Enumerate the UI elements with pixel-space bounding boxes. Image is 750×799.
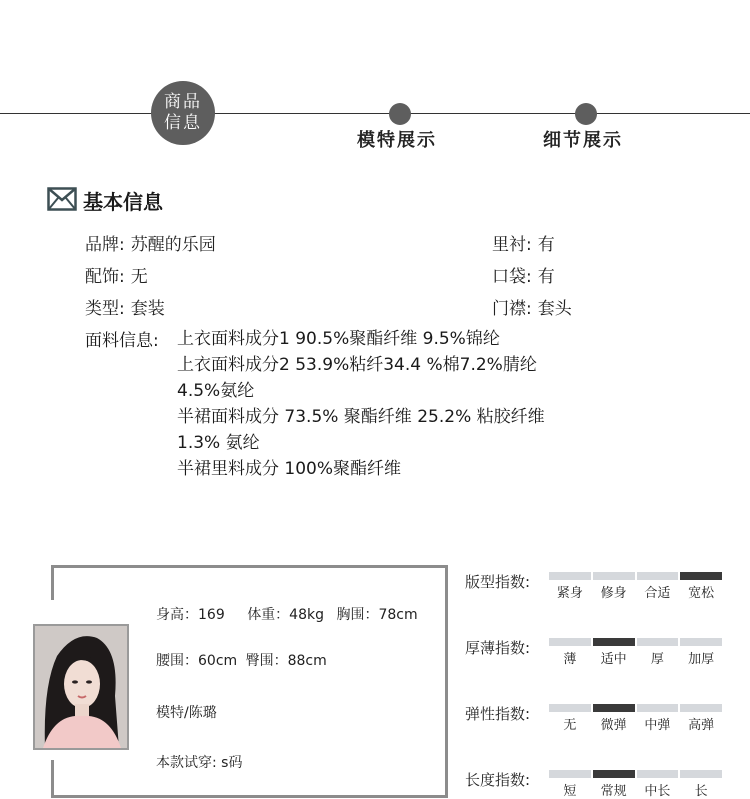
elasticity-index-label: 弹性指数: xyxy=(465,705,531,723)
brand-value: 苏醒的乐园 xyxy=(130,235,216,255)
section-title-text: 基本信息 xyxy=(83,190,163,214)
elasticity-option: 微弹 xyxy=(600,718,627,733)
thickness-index-segment xyxy=(637,638,679,646)
timeline-line xyxy=(0,113,750,114)
fabric-line: 上衣面料成分2 53.9%粘纤34.4 %棉7.2%腈纶 xyxy=(177,355,537,375)
fabric-line: 半裙里料成分 100%聚酯纤维 xyxy=(177,459,402,479)
placket-label: 门襟: xyxy=(492,299,532,319)
accessory-value: 无 xyxy=(130,267,148,287)
lining-row xyxy=(492,230,555,255)
elasticity-option: 中弹 xyxy=(644,718,671,733)
thickness-index-bars xyxy=(549,638,722,646)
model-measurements-1 xyxy=(156,604,418,624)
length-option: 常规 xyxy=(600,784,627,799)
fit-index-segment xyxy=(637,572,679,580)
length-index-segment xyxy=(680,770,722,778)
length-option: 长 xyxy=(694,784,708,799)
tab-product-info-line2: 信息 xyxy=(164,113,202,133)
thickness-option: 薄 xyxy=(563,652,577,667)
model-height: 身高：169 xyxy=(156,607,225,623)
elasticity-index-segment xyxy=(549,704,591,712)
fit-index-segment xyxy=(549,572,591,580)
length-index-bars xyxy=(549,770,722,778)
length-index-label: 长度指数: xyxy=(465,771,531,789)
type-value: 套装 xyxy=(130,299,165,319)
fabric-line: 半裙面料成分 73.5% 聚酯纤维 25.2% 粘胶纤维 xyxy=(177,407,545,427)
fabric-line: 4.5%氨纶 xyxy=(177,381,255,401)
elasticity-index-bars xyxy=(549,704,722,712)
thickness-index-segment xyxy=(680,638,722,646)
elasticity-option: 高弹 xyxy=(688,718,715,733)
thickness-index-segment xyxy=(549,638,591,646)
thickness-option: 加厚 xyxy=(688,652,715,667)
section-title xyxy=(47,186,163,215)
thickness-index-options xyxy=(549,648,722,667)
thickness-index-label: 厚薄指数: xyxy=(465,639,531,657)
pocket-label: 口袋: xyxy=(492,267,532,287)
accessory-row xyxy=(85,262,148,287)
model-size: 本款试穿: s码 xyxy=(156,755,243,771)
tab-detail-show[interactable]: 细节展示 xyxy=(543,130,623,151)
brand-label: 品牌: xyxy=(85,235,125,255)
accessory-label: 配饰: xyxy=(85,267,125,287)
model-bust: 胸围：78cm xyxy=(336,607,418,623)
model-weight: 体重：48kg xyxy=(247,607,324,623)
placket-row xyxy=(492,294,572,319)
elasticity-option: 无 xyxy=(563,718,577,733)
fit-index-segment-selected xyxy=(680,572,722,580)
tab-model-show[interactable]: 模特展示 xyxy=(357,130,437,151)
length-index-segment xyxy=(637,770,679,778)
thickness-option: 厚 xyxy=(650,652,664,667)
length-option: 中长 xyxy=(644,784,671,799)
model-photo xyxy=(33,624,129,750)
fit-index-options xyxy=(549,582,722,601)
tab-model-dot[interactable] xyxy=(389,103,411,125)
tab-product-info[interactable] xyxy=(151,81,215,145)
fit-index-segment xyxy=(593,572,635,580)
model-measurements-2 xyxy=(156,650,327,670)
model-hip: 臀围：88cm xyxy=(245,653,327,669)
length-index-segment-selected xyxy=(593,770,635,778)
fabric-line: 1.3% 氨纶 xyxy=(177,433,260,453)
thickness-option: 适中 xyxy=(600,652,627,667)
elasticity-index-segment-selected xyxy=(593,704,635,712)
pocket-value: 有 xyxy=(537,267,555,287)
fit-option: 合适 xyxy=(644,586,671,601)
length-index-segment xyxy=(549,770,591,778)
length-index-options xyxy=(549,780,722,799)
brand-row xyxy=(85,230,216,255)
thickness-index-segment-selected xyxy=(593,638,635,646)
elasticity-index-segment xyxy=(680,704,722,712)
placket-value: 套头 xyxy=(537,299,572,319)
type-row xyxy=(85,294,165,319)
fit-option: 紧身 xyxy=(556,586,583,601)
elasticity-index-segment xyxy=(637,704,679,712)
fit-index-bars xyxy=(549,572,722,580)
model-waist: 腰围：60cm xyxy=(156,653,238,669)
lining-label: 里衬: xyxy=(492,235,532,255)
length-option: 短 xyxy=(563,784,577,799)
model-name: 模特/陈璐 xyxy=(156,705,217,721)
fabric-label: 面料信息: xyxy=(85,331,159,351)
fabric-line: 上衣面料成分1 90.5%聚酯纤维 9.5%锦纶 xyxy=(177,329,500,349)
fit-option: 修身 xyxy=(600,586,627,601)
tab-detail-dot[interactable] xyxy=(575,103,597,125)
pocket-row xyxy=(492,262,555,287)
elasticity-index-options xyxy=(549,714,722,733)
lining-value: 有 xyxy=(537,235,555,255)
tab-product-info-line1: 商品 xyxy=(164,92,202,112)
mail-icon xyxy=(47,187,77,215)
fit-index-label: 版型指数: xyxy=(465,573,531,591)
type-label: 类型: xyxy=(85,299,125,319)
fit-option: 宽松 xyxy=(688,586,715,601)
fabric-lines xyxy=(177,326,545,482)
